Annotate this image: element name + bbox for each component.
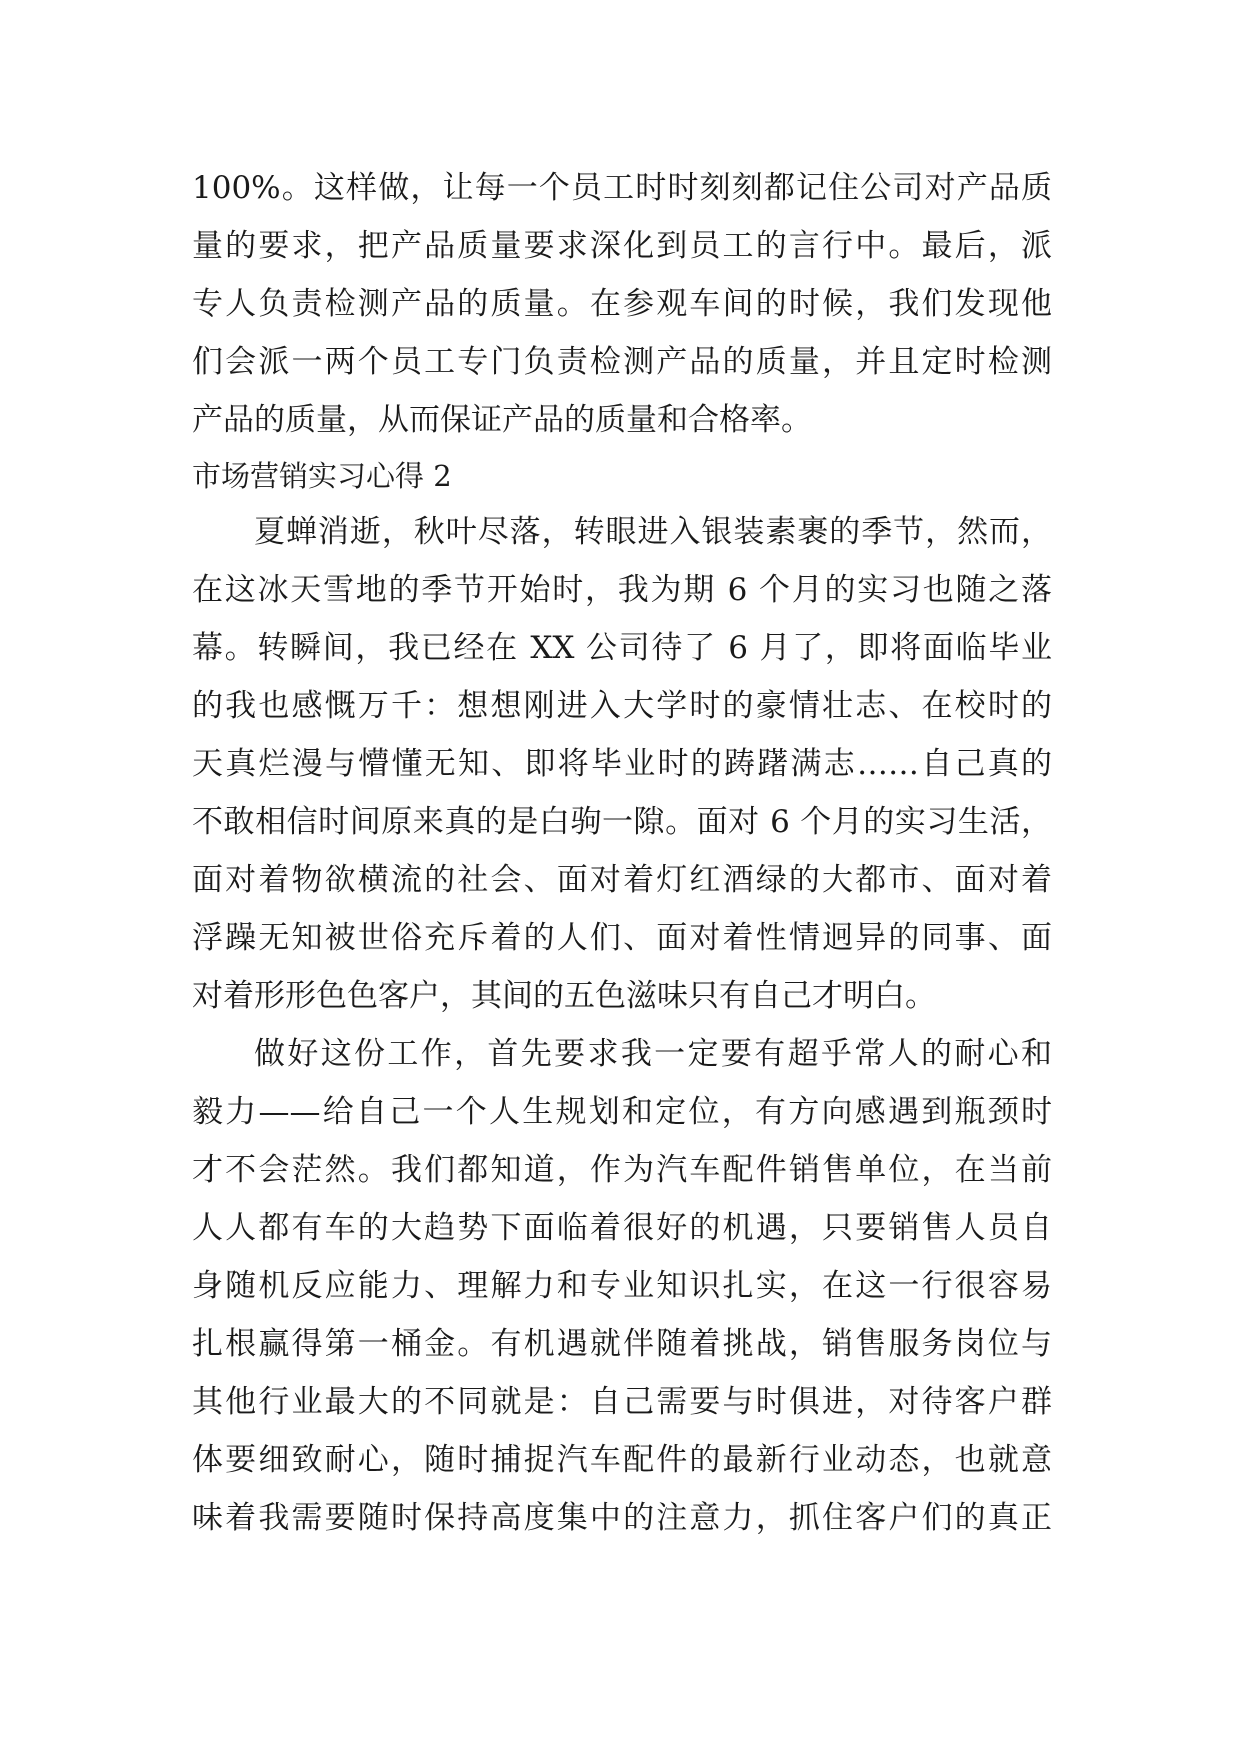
paragraph-line: 天真烂漫与懵懂无知、即将毕业时的踌躇满志……自己真的 xyxy=(192,746,1052,782)
paragraph-line: 面对着物欲横流的社会、面对着灯红酒绿的大都市、面对着 xyxy=(192,862,1052,898)
paragraph-line: 不敢相信时间原来真的是白驹一隙。面对 6 个月的实习生活， xyxy=(192,804,1052,840)
paragraph-line: 做好这份工作，首先要求我一定要有超乎常人的耐心和 xyxy=(254,1036,1052,1072)
paragraph-line: 专人负责检测产品的质量。在参观车间的时候，我们发现他 xyxy=(192,286,1052,322)
paragraph-line: 产品的质量，从而保证产品的质量和合格率。 xyxy=(192,402,812,438)
paragraph-line: 们会派一两个员工专门负责检测产品的质量，并且定时检测 xyxy=(192,344,1052,380)
paragraph-line: 在这冰天雪地的季节开始时，我为期 6 个月的实习也随之落 xyxy=(192,572,1052,608)
section-heading: 市场营销实习心得 2 xyxy=(192,459,452,493)
paragraph-line: 其他行业最大的不同就是：自己需要与时俱进，对待客户群 xyxy=(192,1384,1052,1420)
paragraph-line: 的我也感慨万千：想想刚进入大学时的豪情壮志、在校时的 xyxy=(192,688,1052,724)
paragraph-line: 扎根赢得第一桶金。有机遇就伴随着挑战，销售服务岗位与 xyxy=(192,1326,1052,1362)
paragraph-line: 对着形形色色客户，其间的五色滋味只有自己才明白。 xyxy=(192,978,936,1014)
paragraph-line: 浮躁无知被世俗充斥着的人们、面对着性情迥异的同事、面 xyxy=(192,920,1052,956)
paragraph-line: 味着我需要随时保持高度集中的注意力，抓住客户们的真正 xyxy=(192,1500,1052,1536)
paragraph-line: 幕。转瞬间，我已经在 XX 公司待了 6 月了，即将面临毕业 xyxy=(192,630,1052,666)
paragraph-line: 才不会茫然。我们都知道，作为汽车配件销售单位，在当前 xyxy=(192,1152,1052,1188)
paragraph-line: 毅力——给自己一个人生规划和定位，有方向感遇到瓶颈时 xyxy=(192,1094,1052,1130)
paragraph-line: 夏蝉消逝，秋叶尽落，转眼进入银装素裹的季节，然而， xyxy=(254,514,1052,550)
paragraph-line: 100%。这样做，让每一个员工时时刻刻都记住公司对产品质 xyxy=(192,170,1052,206)
paragraph-line: 身随机反应能力、理解力和专业知识扎实，在这一行很容易 xyxy=(192,1268,1052,1304)
paragraph-line: 体要细致耐心，随时捕捉汽车配件的最新行业动态，也就意 xyxy=(192,1442,1052,1478)
paragraph-line: 人人都有车的大趋势下面临着很好的机遇，只要销售人员自 xyxy=(192,1210,1052,1246)
paragraph-line: 量的要求，把产品质量要求深化到员工的言行中。最后，派 xyxy=(192,228,1052,264)
